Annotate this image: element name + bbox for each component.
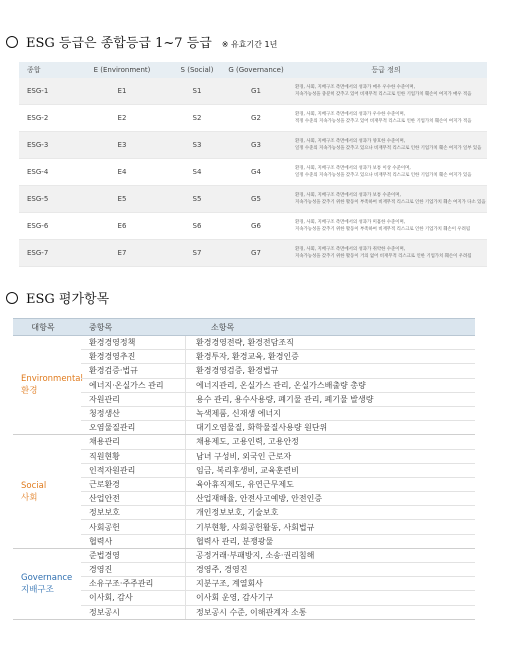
grade-definition-line: 지속가능성을 충분히 갖추고 있어 비재무적 리스크로 인한 기업가치 훼손이 여지가 매우 적음 <box>295 92 472 97</box>
grade-definition-line: 일정 수준의 지속가능성을 갖추고 있으나 비재무적 리스크로 인한 기업가치 훼손 여지가 일부 있음 <box>295 146 482 151</box>
sub-item-cell: 에너지관리, 온실가스 관리, 온실가스배출량 총량 <box>185 379 475 392</box>
grade-row <box>19 186 487 213</box>
category-block <box>13 435 475 549</box>
category-label-en: Governance <box>21 572 73 583</box>
sub-item-cell: 정보공시 수준, 이해관계자 소통 <box>185 606 475 619</box>
grade-s-cell: S5 <box>192 195 202 203</box>
mid-item-cell: 청정생산 <box>89 409 120 419</box>
mid-item-cell: 채용관리 <box>89 437 120 447</box>
evaluation-row <box>81 393 475 407</box>
circle-bullet-icon <box>6 292 18 304</box>
grade-definition-cell <box>285 165 487 179</box>
evaluation-row <box>81 506 475 520</box>
category-rows <box>81 336 475 434</box>
grade-s-cell: S7 <box>192 249 202 257</box>
sub-item-cell: 대기오염물질, 화학물질사용량 원단위 <box>185 421 475 434</box>
sub-item-cell: 임금, 복리후생비, 교육훈련비 <box>185 464 475 477</box>
mid-item-cell: 경영진 <box>89 565 113 575</box>
grade-total-cell: ESG-6 <box>27 222 49 230</box>
sub-item-cell: 공정거래·부패방지, 소송·권리침해 <box>185 549 475 562</box>
evaluation-row <box>81 549 475 563</box>
grade-row <box>19 159 487 186</box>
evaluation-row <box>81 478 475 492</box>
grade-s-cell: S6 <box>192 222 202 230</box>
mid-item-cell: 산업안전 <box>89 494 120 504</box>
mid-item-cell: 에너지·온실가스 관리 <box>89 380 164 390</box>
sub-item-cell: 이사회 운영, 감사기구 <box>185 591 475 604</box>
section-title-grades <box>6 32 277 51</box>
grade-definition-line: 환경, 사회, 지배구조 측면에서의 성과가 보통 이상 수준이며, <box>295 166 411 171</box>
grade-definition-cell <box>285 111 487 125</box>
grade-s-cell: S1 <box>192 87 202 95</box>
evaluation-row <box>81 492 475 506</box>
validity-note: ※ 유효기간 1년 <box>221 40 278 49</box>
mid-item-cell: 이사회, 감사 <box>89 593 133 603</box>
grade-row <box>19 78 487 105</box>
evaluation-row <box>81 577 475 591</box>
mid-item-cell: 직원현황 <box>89 451 120 461</box>
mid-item-cell: 인적자원관리 <box>89 465 136 475</box>
evaluation-row <box>81 364 475 378</box>
header-definition: 등급 정의 <box>371 66 401 74</box>
evaluation-row <box>81 336 475 350</box>
header-sub-item: 소항목 <box>211 322 235 332</box>
mid-item-cell: 오염물질관리 <box>89 423 136 433</box>
sub-item-cell: 녹색제품, 신재생 에너지 <box>185 407 475 420</box>
evaluation-row <box>81 379 475 393</box>
evaluation-table-header <box>13 318 475 336</box>
grade-g-cell: G7 <box>251 249 261 257</box>
grade-total-cell: ESG-7 <box>27 249 49 257</box>
grade-e-cell: E7 <box>117 249 127 257</box>
grade-definition-line: 적정 수준의 지속가능성을 갖추고 있어 비재무적 리스크로 인한 기업가치 훼손이 여지가 적음 <box>295 119 472 124</box>
evaluation-row <box>81 435 475 449</box>
grade-row <box>19 213 487 240</box>
evaluation-row <box>81 563 475 577</box>
mid-item-cell: 정보공시 <box>89 607 120 617</box>
sub-item-cell: 지분구조, 계열회사 <box>185 577 475 590</box>
category-label-ko: 지배구조 <box>21 584 54 595</box>
grade-total-cell: ESG-4 <box>27 168 49 176</box>
evaluation-table-body <box>13 336 475 620</box>
grade-total-cell: ESG-2 <box>27 114 49 122</box>
grade-definition-line: 환경, 사회, 지배구조 측면에서의 성과가 미흡한 수준이며, <box>295 220 406 225</box>
evaluation-row <box>81 407 475 421</box>
evaluation-row <box>81 535 475 548</box>
grade-definition-line: 지속가능성을 갖추기 위한 활동이 부족하여 비재무적 리스크로 인한 기업가치 훼손 여지가 다소 있음 <box>295 200 486 205</box>
category-label-en: Social <box>21 480 47 491</box>
category-label <box>13 549 81 619</box>
grade-s-cell: S2 <box>192 114 202 122</box>
grade-g-cell: G3 <box>251 141 261 149</box>
section-title-evaluation <box>6 288 109 307</box>
category-label <box>13 435 81 548</box>
category-label-ko: 사회 <box>21 492 38 503</box>
grade-g-cell: G2 <box>251 114 261 122</box>
mid-item-cell: 환경경영정책 <box>89 338 136 348</box>
grade-g-cell: G6 <box>251 222 261 230</box>
header-mid-item: 중항목 <box>89 322 113 332</box>
grade-definition-line: 환경, 사회, 지배구조 측면에서의 성과가 취약한 수준이며, <box>295 247 406 252</box>
grade-row <box>19 240 487 267</box>
grade-e-cell: E4 <box>117 168 127 176</box>
grade-definition-cell <box>285 219 487 233</box>
category-label-ko: 환경 <box>21 386 38 397</box>
evaluation-row <box>81 591 475 605</box>
grade-e-cell: E5 <box>117 195 127 203</box>
header-governance: G (Governance) <box>228 66 284 74</box>
grade-row <box>19 132 487 159</box>
grade-e-cell: E6 <box>117 222 127 230</box>
evaluation-row <box>81 464 475 478</box>
grade-table-header <box>19 62 487 78</box>
grade-definition-line: 일정 수준의 지속가능성을 갖추고 있으나 비재무적 리스크로 인한 기업가치 훼손 여지가 있음 <box>295 173 472 178</box>
category-block <box>13 336 475 435</box>
evaluation-title-text: ESG 평가항목 <box>26 292 110 307</box>
grade-e-cell: E3 <box>117 141 127 149</box>
grade-definition-cell <box>285 192 487 206</box>
grade-definition-cell <box>285 138 487 152</box>
grade-definition-cell <box>285 246 487 260</box>
grade-total-cell: ESG-3 <box>27 141 49 149</box>
grade-s-cell: S4 <box>192 168 202 176</box>
circle-bullet-icon <box>6 36 18 48</box>
mid-item-cell: 협력사 <box>89 536 113 546</box>
mid-item-cell: 소유구조·주주관리 <box>89 579 154 589</box>
grade-definition-line: 환경, 사회, 지배구조 측면에서의 성과가 양호한 수준이며, <box>295 139 406 144</box>
sub-item-cell: 기부현황, 사회공헌활동, 사회법규 <box>185 520 475 533</box>
grade-definition-line: 지속가능성을 갖추기 위한 활동이 부족하여 비재무적 리스크로 인한 기업가치 훼손이 우려됨 <box>295 227 471 232</box>
mid-item-cell: 정보보호 <box>89 508 120 518</box>
category-label <box>13 336 81 434</box>
category-rows <box>81 549 475 619</box>
category-label-en: Environmental <box>21 374 83 385</box>
grade-g-cell: G1 <box>251 87 261 95</box>
sub-item-cell: 협력사 관리, 분쟁광물 <box>185 535 475 548</box>
grade-e-cell: E1 <box>117 87 127 95</box>
header-social: S (Social) <box>180 66 214 74</box>
grade-definition-line: 환경, 사회, 지배구조 측면에서의 성과가 우수한 수준이며, <box>295 112 406 117</box>
evaluation-row <box>81 421 475 434</box>
evaluation-row <box>81 520 475 534</box>
grade-total-cell: ESG-5 <box>27 195 49 203</box>
evaluation-table <box>13 318 475 620</box>
sub-item-cell: 개인정보보호, 기술보호 <box>185 506 475 519</box>
grade-g-cell: G4 <box>251 168 261 176</box>
sub-item-cell: 환경경영전략, 환경전담조직 <box>185 336 475 349</box>
evaluation-row <box>81 606 475 619</box>
grades-title-text: ESG 등급은 종합등급 1~7 등급 <box>26 36 212 51</box>
grade-total-cell: ESG-1 <box>27 87 49 95</box>
sub-item-cell: 산업재해율, 안전사고예방, 안전인증 <box>185 492 475 505</box>
evaluation-row <box>81 350 475 364</box>
header-environment: E (Environment) <box>93 66 151 74</box>
evaluation-row <box>81 450 475 464</box>
header-total: 종합 <box>27 66 41 74</box>
sub-item-cell: 경영주, 경영진 <box>185 563 475 576</box>
sub-item-cell: 용수 관리, 용수사용량, 폐기물 관리, 폐기물 발생량 <box>185 393 475 406</box>
grade-definition-line: 지속가능성을 갖추기 위한 활동이 거의 없어 비재무적 리스크로 인한 기업가치 훼손이 우려됨 <box>295 254 472 259</box>
grade-e-cell: E2 <box>117 114 127 122</box>
sub-item-cell: 환경경영검증, 환경법규 <box>185 364 475 377</box>
mid-item-cell: 환경경영추진 <box>89 352 136 362</box>
grade-row <box>19 105 487 132</box>
mid-item-cell: 환경검증·법규 <box>89 366 138 376</box>
category-rows <box>81 435 475 548</box>
grade-s-cell: S3 <box>192 141 202 149</box>
grade-g-cell: G5 <box>251 195 261 203</box>
mid-item-cell: 근로환경 <box>89 479 120 489</box>
sub-item-cell: 환경투자, 환경교육, 환경인증 <box>185 350 475 363</box>
grade-definition-cell <box>285 84 487 98</box>
category-block <box>13 549 475 620</box>
mid-item-cell: 준법경영 <box>89 550 120 560</box>
grade-definition-line: 환경, 사회, 지배구조 측면에서의 성과가 보통 수준이며, <box>295 193 401 198</box>
sub-item-cell: 남녀 구성비, 외국인 근로자 <box>185 450 475 463</box>
sub-item-cell: 육아휴직제도, 유연근무제도 <box>185 478 475 491</box>
header-major-item: 대항목 <box>31 322 55 332</box>
grade-table-body <box>19 78 487 267</box>
mid-item-cell: 사회공헌 <box>89 522 120 532</box>
grade-table <box>19 62 487 267</box>
sub-item-cell: 채용제도, 고용인력, 고용안정 <box>185 435 475 448</box>
grade-definition-line: 환경, 사회, 지배구조 측면에서의 성과가 매우 우수한 수준이며, <box>295 85 415 90</box>
mid-item-cell: 자원관리 <box>89 394 120 404</box>
